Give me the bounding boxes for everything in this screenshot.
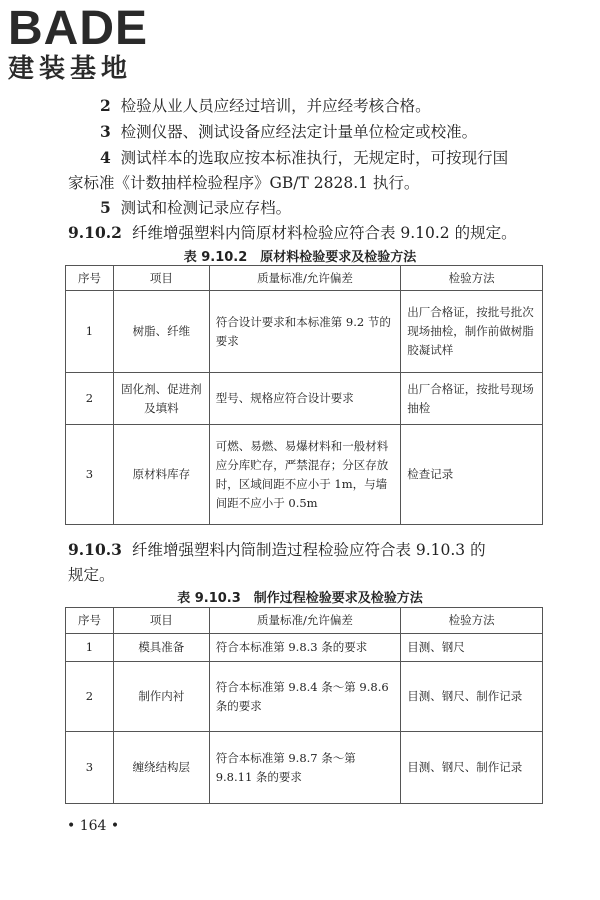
table-header: 质量标准/允许偏差 [209, 608, 401, 634]
table-cell: 缠绕结构层 [113, 732, 209, 804]
table-row [66, 425, 543, 525]
table-header: 检验方法 [401, 266, 543, 291]
table-cell: 2 [66, 662, 114, 732]
table-header-row [66, 266, 543, 291]
section-continuation: 规定。 [68, 566, 115, 584]
table-cell: 树脂、纤维 [113, 291, 209, 373]
table-header: 检验方法 [401, 608, 543, 634]
table-cell: 型号、规格应符合设计要求 [209, 373, 401, 425]
table-header: 序号 [66, 608, 114, 634]
table-cell: 符合设计要求和本标准第 9.2 节的要求 [209, 291, 401, 373]
item-number: 3 [100, 122, 111, 141]
table-header: 序号 [66, 266, 114, 291]
section-heading [68, 538, 486, 562]
section-text: 纤维增强塑料内筒原材料检验应符合表 9.10.2 的规定。 [131, 224, 517, 242]
table-row [66, 662, 543, 732]
table-cell: 1 [66, 634, 114, 662]
table-header-row [66, 608, 543, 634]
table-cell: 模具准备 [113, 634, 209, 662]
data-table [65, 265, 543, 525]
table-cell: 固化剂、促进剂及填料 [113, 373, 209, 425]
table-cell: 出厂合格证，按批号批次现场抽检，制作前做树脂胶凝试样 [401, 291, 543, 373]
table-header: 质量标准/允许偏差 [209, 266, 401, 291]
item-number: 2 [100, 96, 111, 115]
table-row [66, 634, 543, 662]
table-cell: 3 [66, 732, 114, 804]
section-heading [68, 221, 517, 245]
table-row [66, 373, 543, 425]
table-cell: 3 [66, 425, 114, 525]
data-table [65, 607, 543, 804]
list-item [100, 94, 431, 118]
brand-logo [8, 4, 148, 84]
table-cell: 符合本标准第 9.8.4 条～第 9.8.6 条的要求 [209, 662, 401, 732]
table-cell: 目测、钢尺、制作记录 [401, 732, 543, 804]
table-row [66, 291, 543, 373]
table-cell: 检查记录 [401, 425, 543, 525]
list-item [100, 120, 477, 144]
table-row [66, 732, 543, 804]
item-text: 检测仪器、测试设备应经法定计量单位检定或校准。 [120, 123, 478, 141]
list-item [100, 146, 508, 170]
table-cell: 可燃、易燃、易爆材料和一般材料应分库贮存，严禁混存；分区存放时，区域间距不应小于 1m，与墙间距不应小于 0.5m [209, 425, 401, 525]
table-cell: 符合本标准第 9.8.7 条～第 9.8.11 条的要求 [209, 732, 401, 804]
table-cell: 出厂合格证，按批号现场抽检 [401, 373, 543, 425]
table-header: 项目 [113, 608, 209, 634]
item-number: 4 [100, 148, 111, 167]
logo-subtitle: 建装基地 [8, 54, 133, 84]
table-cell: 原材料库存 [113, 425, 209, 525]
logo-wordmark: BADE [8, 2, 149, 55]
item-text: 测试样本的选取应按本标准执行，无规定时，可按现行国 [120, 149, 509, 167]
item-text: 测试和检测记录应存档。 [120, 199, 292, 217]
table-cell: 符合本标准第 9.8.3 条的要求 [209, 634, 401, 662]
list-item-continuation: 家标准《计数抽样检验程序》GB/T 2828.1 执行。 [68, 174, 420, 192]
section-text: 纤维增强塑料内筒制造过程检验应符合表 9.10.3 的 [131, 541, 486, 559]
table-caption: 表 9.10.2 原材料检验要求及检验方法 [183, 250, 417, 265]
table-cell: 目测、钢尺、制作记录 [401, 662, 543, 732]
table-caption: 表 9.10.3 制作过程检验要求及检验方法 [177, 591, 423, 606]
section-number: 9.10.2 [68, 223, 122, 242]
page-number: • 164 • [67, 818, 120, 834]
item-number: 5 [100, 198, 111, 217]
table-cell: 目测、钢尺 [401, 634, 543, 662]
table-cell: 2 [66, 373, 114, 425]
section-number: 9.10.3 [68, 540, 122, 559]
table-cell: 1 [66, 291, 114, 373]
item-text: 检验从业人员应经过培训，并应经考核合格。 [120, 97, 431, 115]
table-cell: 制作内衬 [113, 662, 209, 732]
table-header: 项目 [113, 266, 209, 291]
list-item [100, 196, 291, 220]
